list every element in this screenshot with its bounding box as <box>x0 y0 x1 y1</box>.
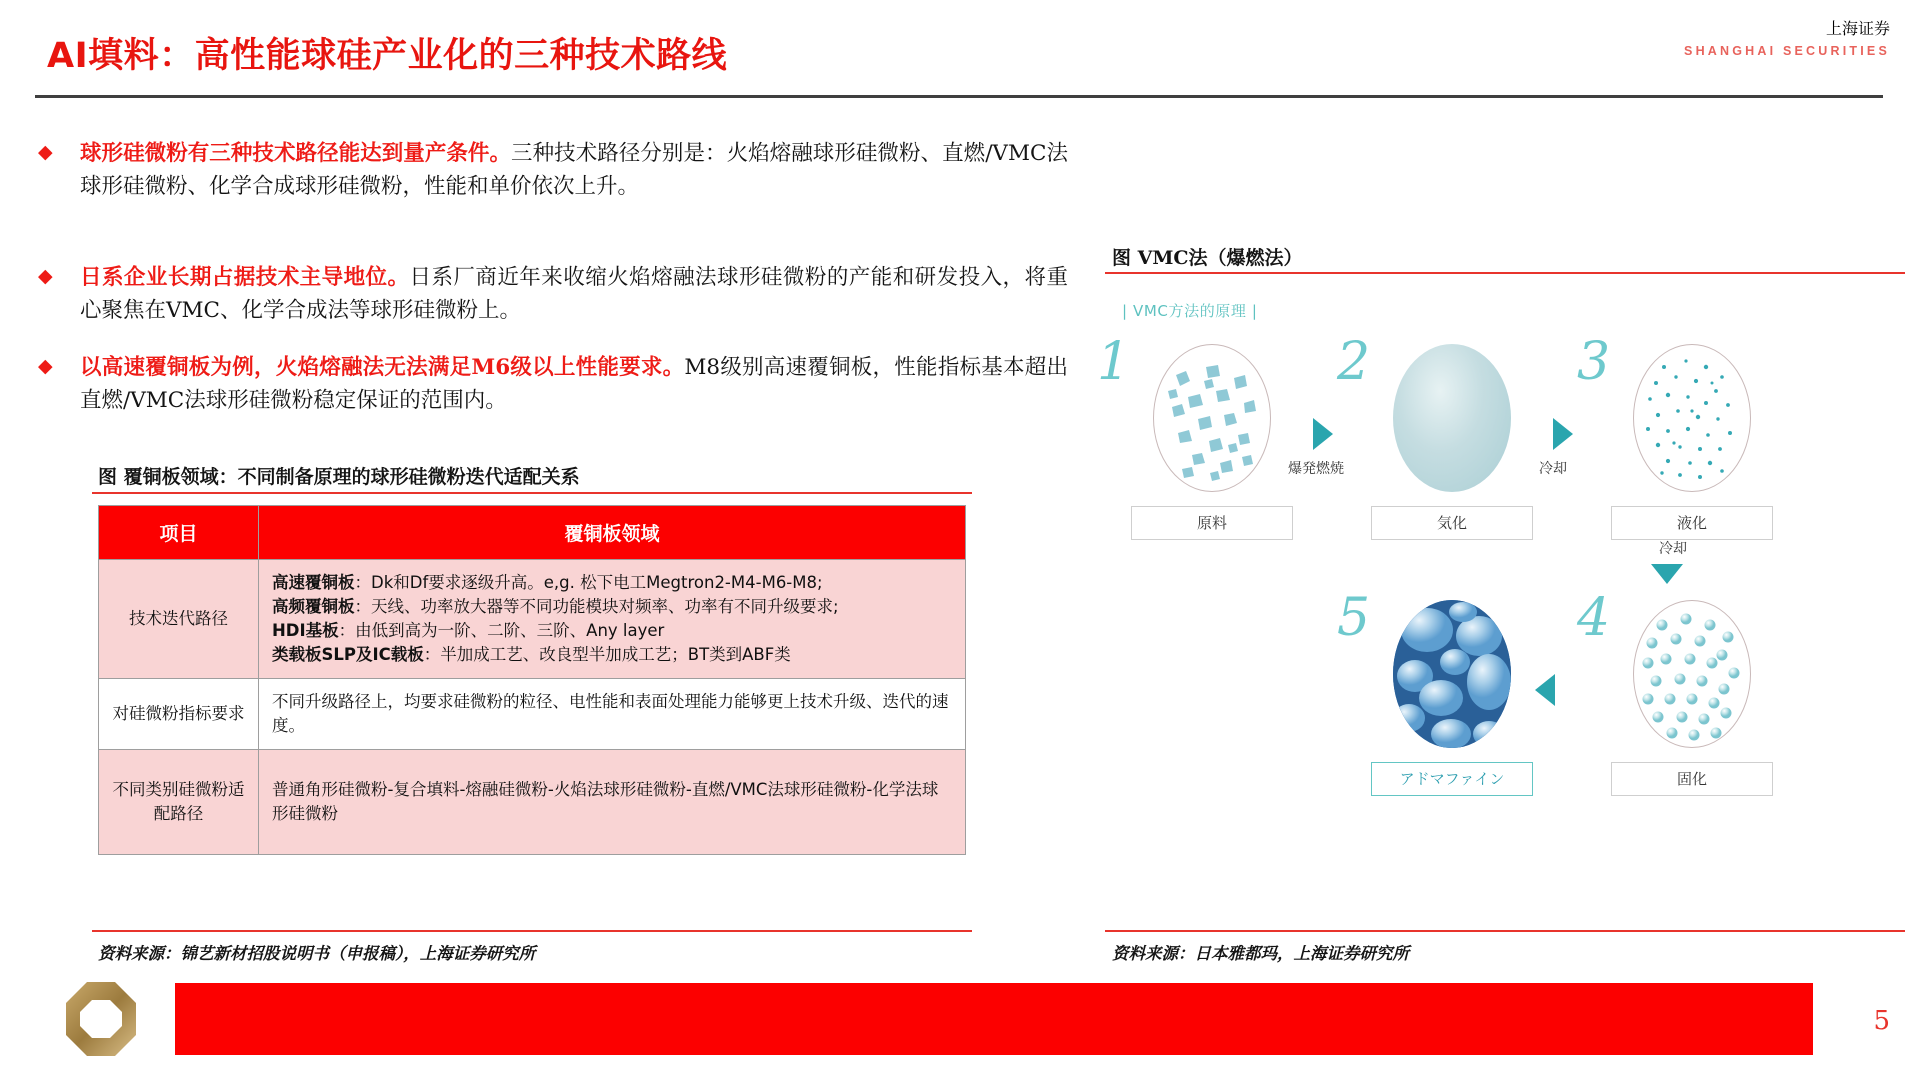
left-source-note: 资料来源：锦艺新材招股说明书（申报稿），上海证券研究所 <box>98 944 536 963</box>
admafine-illustration <box>1393 600 1511 748</box>
table-line <box>272 690 952 738</box>
table-cell-value <box>259 749 966 854</box>
table-line <box>272 778 952 826</box>
vmc-step-4 <box>1577 588 1777 796</box>
table-line-label: HDI基板 <box>272 620 339 640</box>
left-figure-rule <box>92 492 972 494</box>
header-divider <box>35 95 1883 98</box>
step-number: 4 <box>1577 588 1611 648</box>
table-header-item: 项目 <box>99 506 259 560</box>
table-cell-key: 技术迭代路径 <box>99 560 259 679</box>
step-label-box: 気化 <box>1371 506 1533 540</box>
bullet-highlight: 以高速覆铜板为例，火焰熔融法无法满足M6级以上性能要求。 <box>80 355 685 380</box>
vmc-step-3 <box>1577 332 1777 540</box>
octagon-logo-icon <box>62 978 140 1060</box>
transition-label: 冷却 <box>1539 461 1567 477</box>
bullet-item <box>38 138 1068 203</box>
bullet-diamond-icon: ◆ <box>38 265 53 287</box>
bullet-highlight: 日系企业长期占据技术主导地位。 <box>80 265 410 290</box>
bullet-text: 三种技术路径分别是：火焰熔融球形硅微粉、直燃/VMC法球形硅微粉、化学合成球形硅微粉，性能和单价依次上升。 <box>80 141 1068 199</box>
table-row <box>99 749 966 854</box>
footer-bar <box>175 983 1813 1055</box>
hemispheres-svg <box>1634 601 1751 748</box>
bullet-item <box>38 352 1068 417</box>
table-cell-value <box>259 560 966 679</box>
table-line-label: 类载板SLP及IC载板 <box>272 644 424 664</box>
bullet-highlight: 球形硅微粉有三种技术路径能达到量产条件。 <box>80 141 512 166</box>
bullet-text: M8级别高速覆铜板，性能指标基本超出直燃/VMC法球形硅微粉稳定保证的范围内。 <box>80 355 1068 413</box>
vmc-process-diagram <box>1097 300 1905 910</box>
step-label-box: 原料 <box>1131 506 1293 540</box>
table-header-row <box>99 506 966 560</box>
dots-svg <box>1634 345 1751 492</box>
table-line <box>272 643 952 667</box>
solid-spheres-illustration <box>1633 600 1751 748</box>
right-source-rule <box>1105 930 1905 932</box>
step-number: 2 <box>1337 332 1371 392</box>
step-number: 3 <box>1577 332 1611 392</box>
transition-label: 爆発燃焼 <box>1288 461 1344 477</box>
brand-name-cn: 上海证券 <box>1825 21 1890 38</box>
right-figure-caption: 图 VMC法（爆燃法） <box>1112 247 1303 269</box>
octagon-svg <box>62 978 140 1060</box>
bullet-text: 日系厂商近年来收缩火焰熔融法球形硅微粉的产能和研发投入，将重心聚焦在VMC、化学合成法等球形硅微粉上。 <box>80 265 1068 323</box>
step-label-box: アドマファイン <box>1371 762 1533 796</box>
spheres-svg <box>1393 600 1511 748</box>
brand-logo <box>1684 22 1890 58</box>
bullet-diamond-icon: ◆ <box>38 355 53 377</box>
table-cell-value <box>259 678 966 749</box>
bullet-item <box>38 262 1068 327</box>
arrow-right-icon <box>1313 418 1333 450</box>
arrow-right-icon <box>1553 418 1573 450</box>
table-line-text: ：半加成工艺、改良型半加成工艺；BT类到ABF类 <box>423 644 791 664</box>
table-line-text: 不同升级路径上，均要求硅微粉的粒径、电性能和表面处理能力能够更上技术升级、迭代的速度。 <box>272 691 949 735</box>
table-row <box>99 560 966 679</box>
transition-label: 冷却 <box>1659 541 1687 557</box>
raw-material-illustration <box>1153 344 1271 492</box>
table-line <box>272 595 952 619</box>
table-row <box>99 678 966 749</box>
vmc-step-2 <box>1337 332 1537 540</box>
table-line <box>272 571 952 595</box>
table-line-label: 高频覆铜板 <box>272 596 355 616</box>
vmc-step-1 <box>1097 332 1297 540</box>
step-number: 1 <box>1097 332 1131 392</box>
copper-clad-table <box>98 505 966 855</box>
left-source-rule <box>92 930 972 932</box>
left-figure-caption: 图 覆铜板领域：不同制备原理的球形硅微粉迭代适配关系 <box>98 466 580 488</box>
page-number: 5 <box>1873 1006 1890 1036</box>
arrow-down-icon <box>1651 564 1683 584</box>
right-figure-rule <box>1105 272 1905 274</box>
bullet-diamond-icon: ◆ <box>38 141 53 163</box>
table-line-text: ：Dk和Df要求逐级升高。e,g. 松下电工Megtron2-M4-M6-M8; <box>354 573 823 592</box>
table-line-text: ：天线、功率放大器等不同功能模块对频率、功率有不同升级要求; <box>354 596 839 616</box>
page-title: AI填料：高性能球硅产业化的三种技术路线 <box>47 36 728 76</box>
table-line <box>272 619 952 643</box>
vapor-illustration <box>1393 344 1511 492</box>
table-cell-key: 对硅微粉指标要求 <box>99 678 259 749</box>
step-label-box: 固化 <box>1611 762 1773 796</box>
table-line-text: ：由低到高为一阶、二阶、三阶、Any layer <box>338 620 665 640</box>
brand-name-en: SHANGHAI SECURITIES <box>1684 44 1890 58</box>
vmc-step-5 <box>1337 588 1537 796</box>
right-source-note: 资料来源：日本雅都玛，上海证券研究所 <box>1112 944 1409 963</box>
table-header-domain: 覆铜板领域 <box>259 506 966 560</box>
step-number: 5 <box>1337 588 1371 648</box>
vmc-sub-caption: | VMC方法的原理 | <box>1122 302 1258 320</box>
particles-svg <box>1154 345 1271 492</box>
step-label-box: 液化 <box>1611 506 1773 540</box>
liquid-droplets-illustration <box>1633 344 1751 492</box>
table-cell-key: 不同类别硅微粉适配路径 <box>99 749 259 854</box>
arrow-left-icon <box>1535 674 1555 706</box>
table-line-text: 普通角形硅微粉-复合填料-熔融硅微粉-火焰法球形硅微粉-直燃/VMC法球形硅微粉-化学法球形硅微粉 <box>272 779 939 823</box>
table-line-label: 高速覆铜板 <box>272 573 355 592</box>
